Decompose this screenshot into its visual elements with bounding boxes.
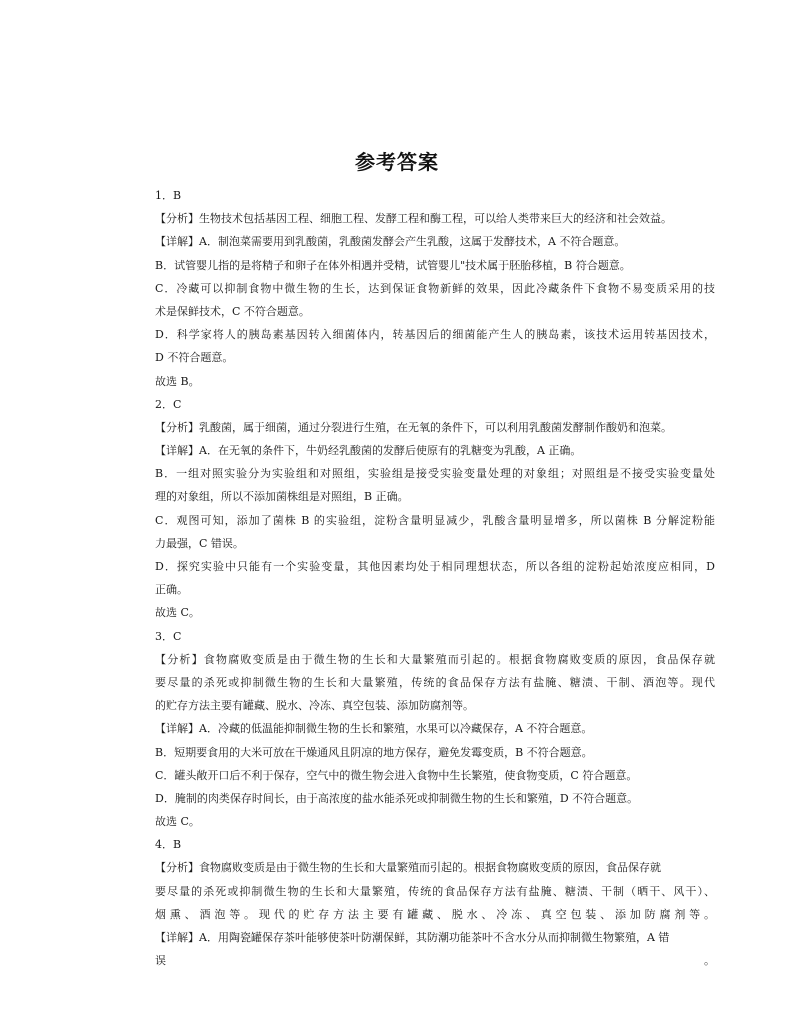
text-line: 误。 xyxy=(155,954,715,968)
text-line: D．腌制的肉类保存时间长，由于高浓度的盐水能杀死或抑制微生物的生长和繁殖，D 不符合题意。 xyxy=(155,791,639,805)
text-line: 【详解】A．冷藏的低温能抑制微生物的生长和繁殖，水果可以冷藏保存，A 不符合题意。 xyxy=(155,722,593,736)
text-line: 理的对象组，所以不添加菌株组是对照组，B 正确。 xyxy=(155,490,409,504)
text-line: D 不符合题意。 xyxy=(155,351,234,365)
answer-body xyxy=(155,184,715,972)
text-line: B．一组对照实验分为实验组和对照组，实验组是接受实验变量处理的对象组；对照组是不接受实验变量处 xyxy=(155,467,715,481)
text-line: 烟熏、酒泡等。现代的贮存方法主要有罐藏、脱水、冷冻、真空包装、添加防腐剂等。 xyxy=(155,907,715,921)
text-line: 故选 C。 xyxy=(155,815,200,829)
text-line: 正确。 xyxy=(155,583,188,597)
text-line: 【分析】食物腐败变质是由于微生物的生长和大量繁殖而引起的。根据食物腐败变质的原因，食品保存就 xyxy=(155,652,715,666)
text-line: 【分析】乳酸菌，属于细菌，通过分裂进行生殖，在无氧的条件下，可以利用乳酸菌发酵制作酸奶和泡菜。 xyxy=(155,420,672,434)
page-title: 参考答案 xyxy=(355,150,439,174)
text-line: 术是保鲜技术，C 不符合题意。 xyxy=(155,304,310,318)
text-line: 力最强，C 错误。 xyxy=(155,536,244,550)
text-line: 【分析】食物腐败变质是由于微生物的生长和大量繁殖而引起的。根据食物腐败变质的原因，食品保存就 xyxy=(155,861,661,875)
text-line: 【分析】生物技术包括基因工程、细胞工程、发酵工程和酶工程，可以给人类带来巨大的经济和社会效益。 xyxy=(155,212,672,226)
text-line: B．试管婴儿指的是将精子和卵子在体外相遇并受精，试管婴儿"技术属于胚胎移植，B 符合题意。 xyxy=(155,258,631,272)
text-line: 的贮存方法主要有罐藏、脱水、冷冻、真空包装、添加防腐剂等。 xyxy=(155,699,474,713)
text-line: 4．B xyxy=(155,838,182,852)
text-line: 【详解】A．在无氧的条件下，牛奶经乳酸菌的发酵后使原有的乳糖变为乳酸，A 正确。 xyxy=(155,444,582,458)
text-line: C．冷藏可以抑制食物中微生物的生长，达到保证食物新鲜的效果，因此冷藏条件下食物不易变质采用的技 xyxy=(155,281,715,295)
text-line: D．科学家将人的胰岛素基因转入细菌体内，转基因后的细菌能产生人的胰岛素，该技术运用转基因技术， xyxy=(155,328,715,342)
text-line: 故选 C。 xyxy=(155,606,200,620)
text-line: C．观图可知，添加了菌株 B 的实验组，淀粉含量明显减少，乳酸含量明显增多，所以菌株 B 分解淀粉能 xyxy=(155,513,715,527)
text-line: 要尽量的杀死或抑制微生物的生长和大量繁殖，传统的食品保存方法有盐腌、糖渍、干制（晒干、风干）、 xyxy=(155,884,715,898)
text-line: 2．C xyxy=(155,397,182,411)
text-line: 故选 B。 xyxy=(155,374,200,388)
text-line: B．短期要食用的大米可放在干燥通风且阴凉的地方保存，避免发霉变质，B 不符合题意。 xyxy=(155,745,593,759)
text-line: 3．C xyxy=(155,629,182,643)
text-line: 【详解】A．用陶瓷罐保存茶叶能够使茶叶防潮保鲜，其防潮功能茶叶不含水分从而抑制微生物繁殖，A 错 xyxy=(155,931,670,944)
text-line: C．罐头敞开口后不利于保存，空气中的微生物会进入食物中生长繁殖，使食物变质，C 符合题意。 xyxy=(155,768,638,782)
text-line: 1．B xyxy=(155,189,182,202)
text-line: D．探究实验中只能有一个实验变量，其他因素均处于相同理想状态，所以各组的淀粉起始浓度应相同，D xyxy=(155,560,715,573)
text-line: 【详解】A．制泡菜需要用到乳酸菌，乳酸菌发酵会产生乳酸，这属于发酵技术，A 不符合题意。 xyxy=(155,235,626,249)
text-line: 要尽量的杀死或抑制微生物的生长和大量繁殖，传统的食品保存方法有盐腌、糖渍、干制、酒泡等。现代 xyxy=(155,675,715,689)
